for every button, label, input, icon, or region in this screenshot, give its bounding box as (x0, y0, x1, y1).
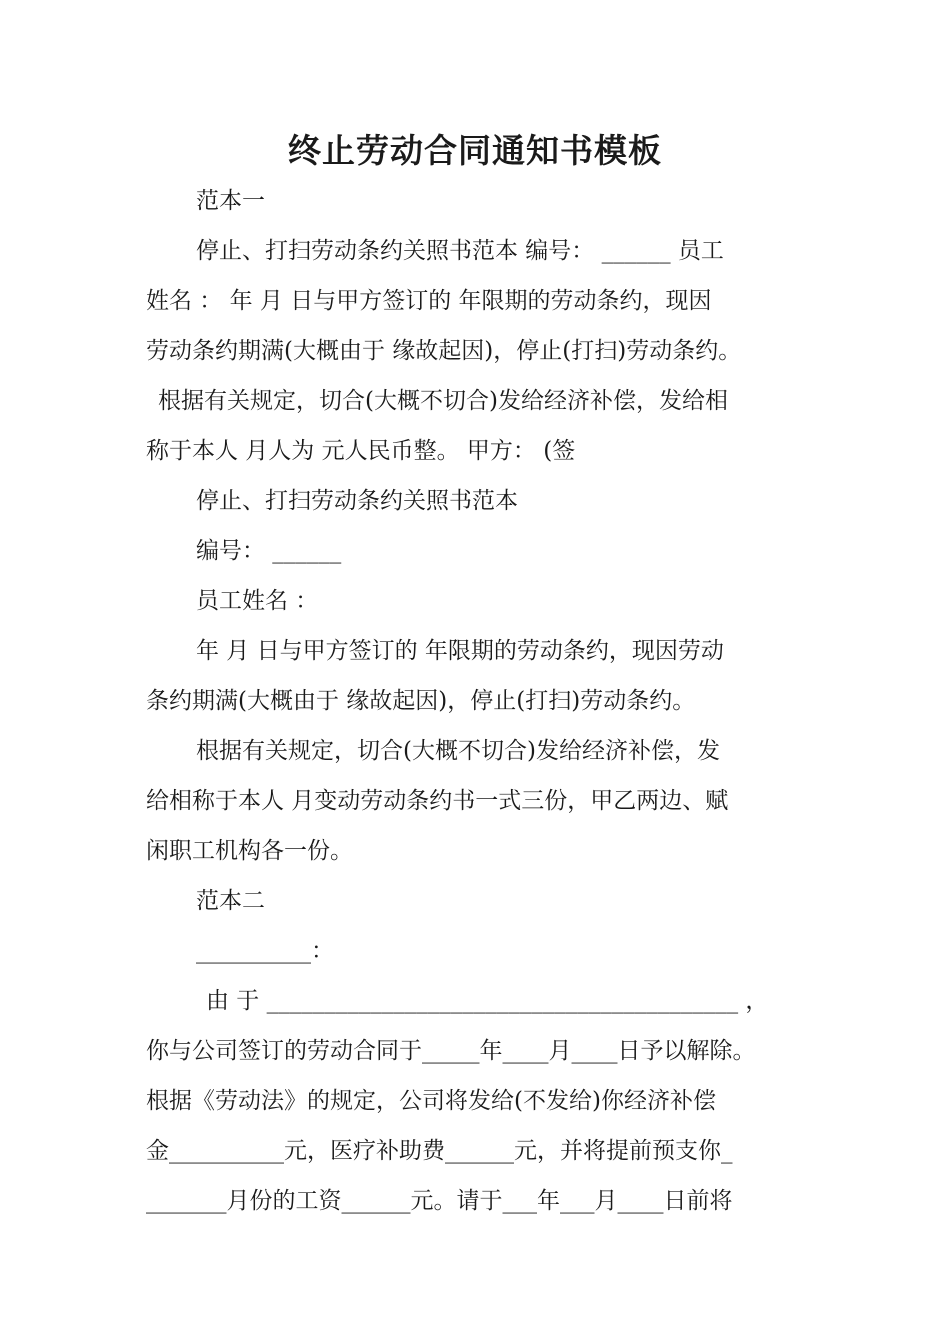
document-title: 终止劳动合同通知书模板 (288, 131, 662, 170)
paragraph-line: 你与公司签订的劳动合同于_____年____月____日予以解除。 (146, 1038, 756, 1064)
addressee-blank: __________： (196, 938, 334, 964)
paragraph-line: 停止、打扫劳动条约关照书范本 编号： ______ 员工 (196, 238, 724, 264)
paragraph-line: 劳动条约期满(大概由于 缘故起因)，停止(打扫)劳动条约。 (146, 338, 742, 364)
paragraph-line: 根据有关规定，切合(大概不切合)发给经济补偿，发 (196, 738, 720, 764)
paragraph-line: 给相称于本人 月变动劳动条约书一式三份，甲乙两边、赋 (146, 788, 729, 814)
document-body (146, 176, 826, 1226)
paragraph-line: 姓名 ： 年 月 日与甲方签订的 年限期的劳动条约，现因 (146, 288, 712, 314)
field-number: 编号： ______ (196, 538, 342, 564)
paragraph-line: 根据有关规定，切合(大概不切合)发给经济补偿，发给相 (158, 388, 728, 414)
section-heading-sample-2: 范本二 (196, 888, 265, 914)
paragraph-line: 称于本人 月人为 元人民币整。 甲方： (签 (146, 438, 576, 464)
field-employee-name: 员工姓名 ： (196, 588, 319, 614)
paragraph-line: 年 月 日与甲方签订的 年限期的劳动条约，现因劳动 (196, 638, 724, 664)
paragraph-line: 由 于 _________________________________________ ， (206, 988, 769, 1014)
paragraph-line: _______月份的工资______元。请于___年___月____日前将 (146, 1188, 733, 1214)
paragraph-line: 金__________元，医疗补助费______元，并将提前预支你_ (146, 1138, 733, 1164)
subheading-notice-template: 停止、打扫劳动条约关照书范本 (196, 488, 518, 514)
paragraph-line: 条约期满(大概由于 缘故起因)，停止(打扫)劳动条约。 (146, 688, 696, 714)
paragraph-line: 根据《劳动法》的规定，公司将发给(不发给)你经济补偿 (146, 1088, 716, 1114)
paragraph-line: 闲职工机构各一份。 (146, 838, 353, 864)
section-heading-sample-1: 范本一 (196, 188, 265, 214)
